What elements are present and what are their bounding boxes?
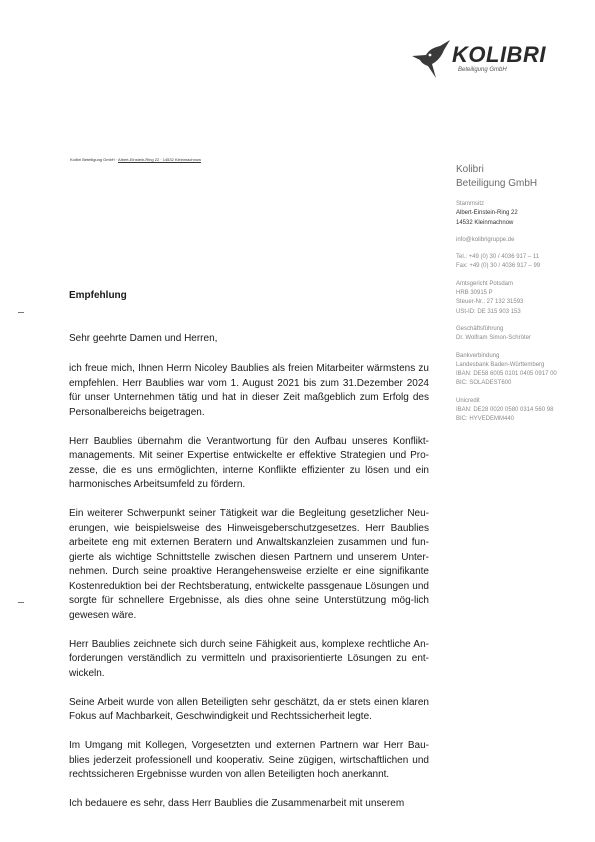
hummingbird-icon	[410, 38, 454, 82]
registry-block	[456, 280, 586, 317]
bank2-name: Unicredit	[456, 397, 480, 404]
company-info-column	[456, 163, 586, 433]
contact-block	[456, 253, 586, 272]
phone: Tel.: +49 (0) 30 / 4036 917 – 11	[456, 254, 540, 261]
company-name-line1: Kolibri	[456, 164, 484, 175]
court-label: Amtsgericht Potsdam	[456, 280, 514, 287]
bank-block	[456, 352, 586, 389]
bank1-name: Landesbank Baden-Württemberg	[456, 361, 545, 368]
company-logo	[410, 38, 570, 88]
hrb-number: HRB 30915 P	[456, 290, 493, 297]
email-block	[456, 236, 586, 245]
bank2-block	[456, 397, 586, 425]
seat-block	[456, 200, 586, 228]
seat-city: 14532 Kleinmachnow	[456, 219, 514, 226]
sender-address: Albert-Einstein-Ring 22 · 14532 Kleinmachnow	[118, 157, 201, 162]
sender-company: Kolibri Beteiligung GmbH ·	[70, 157, 119, 162]
seat-label: Stammsitz	[456, 201, 485, 207]
vat-id: USt-ID: DE 315 903 153	[456, 308, 521, 315]
fold-mark	[18, 312, 24, 313]
seat-street: Albert-Einstein-Ring 22	[456, 210, 518, 217]
tax-number: Steuer-Nr.: 27 132 31593	[456, 299, 524, 306]
salutation: Sehr geehrte Damen und Herren,	[69, 332, 218, 344]
management-name: Dr. Wolfram Simon-Schröter	[456, 335, 531, 342]
fold-mark	[18, 602, 24, 603]
company-name	[456, 163, 586, 190]
paragraph: ich freue mich, Ihnen Herrn Nicoley Baublies als freien Mitarbeiter wärmstens zu empfehlen. Herr Baublies war vom 1. August 2021 bis zum 31.Dezember 2024 für unser Unternehmen tätig und hat in dieser Zeit maßgeblich zum Erfolg des Personalbereichs beigetragen.	[69, 363, 429, 418]
logo-subtitle: Beteiligung GmbH	[458, 67, 507, 73]
email: info@kolibrigruppe.de	[456, 236, 515, 243]
paragraph: Ein weiterer Schwerpunkt seiner Tätigkeit war die Begleitung gesetzlicher Neu-erungen, wie beispielsweise des Hinweisgeberschutzgesetzes. Herr Baublies arbeitete eng mit externen Beratern und Anwaltskanzleien zusammen und fun-gierte als wichtige Schnittstelle zwischen diesen Partnern und unserem Unter-nehmen. Durch seine proaktive Herangehensweise erzielte er eine signifikante Kostenreduktion bei der Rechtsberatung, entwickelte passgenaue Lösungen und sorgte für schnellere Ergebnisse, als dies ohne seine Unterstützung mög-lich gewesen wäre.	[69, 508, 429, 621]
letter-heading: Empfehlung	[69, 290, 127, 301]
paragraph: Ich bedauere es sehr, dass Herr Baublies die Zusammenarbeit mit unserem	[69, 798, 405, 809]
letter-body	[69, 289, 429, 826]
paragraph: Im Umgang mit Kollegen, Vorgesetzten und externen Partnern war Herr Bau-blies jederzeit professionell und kooperativ. Seine zügigen, wirtschaftlichen und rechtssicheren Ergebnisse wurden von allen Beteiligten hoch anerkannt.	[69, 740, 429, 780]
company-name-line2: Beteiligung GmbH	[456, 177, 538, 189]
paragraph: Herr Baublies zeichnete sich durch seine Fähigkeit aus, komplexe rechtliche An-forderungen verständlich zu vermitteln und praxisorientierte Lösungen zu ent-wickeln.	[69, 638, 429, 679]
bank1-iban: IBAN: DE58 6005 0101 0405 0917 00	[456, 371, 557, 378]
sender-line	[70, 157, 201, 162]
paragraph: Herr Baublies übernahm die Verantwortung für den Aufbau unseres Konflikt-managements. Mit seiner Expertise entwickelte er effektive Strategien und Pro-zesse, die es uns ermöglichten, interne Konflikte effizienter zu lösen und ein harmonisches Arbeitsumfeld zu fördern.	[69, 435, 429, 490]
paragraph: Seine Arbeit wurde von allen Beteiligten sehr geschätzt, da er stets einen klaren Fokus auf Machbarkeit, Geschwindigkeit und Rechtssicherheit legte.	[69, 696, 429, 722]
fax: Fax: +49 (0) 30 / 4036 917 – 99	[456, 263, 541, 270]
management-block	[456, 325, 586, 344]
bank-label: Bankverbindung	[456, 352, 500, 359]
logo-brand: KOLIBRI	[452, 42, 546, 67]
management-label: Geschäftsführung	[456, 325, 504, 332]
bank2-bic: BIC: HYVEDEMM440	[456, 416, 515, 423]
bank2-iban: IBAN: DE28 0020 0580 0314 560 98	[456, 407, 554, 414]
bank1-bic: BIC: SOLADEST600	[456, 380, 512, 387]
